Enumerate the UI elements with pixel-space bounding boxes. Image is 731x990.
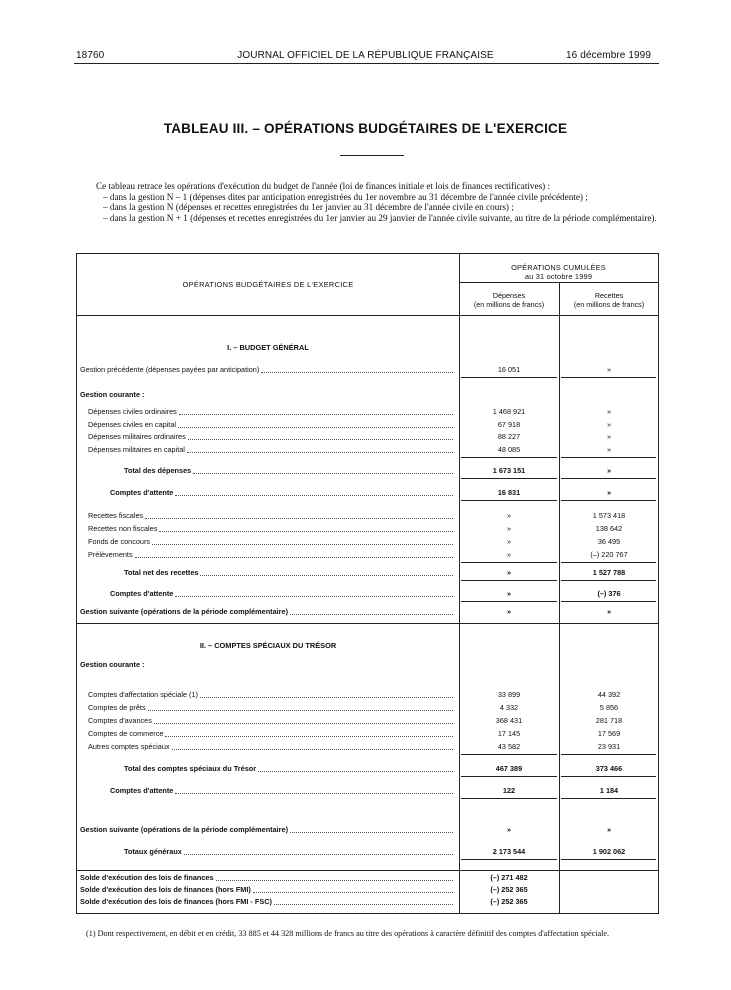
value-underline — [561, 776, 656, 777]
table-row — [77, 729, 658, 739]
row-label: Solde d'exécution des lois de finances — [80, 873, 214, 882]
dot-leader — [193, 473, 453, 474]
depenses-value: 4 332 — [499, 703, 519, 712]
value-underline — [561, 580, 656, 581]
table-row — [77, 550, 658, 560]
row-label: Gestion précédente (dépenses payées par anticipation) — [80, 365, 260, 374]
row-label: Solde d'exécution des lois de finances (hors FMI) — [80, 885, 251, 894]
recettes-value: » — [606, 420, 612, 429]
recettes-value: 1 573 418 — [592, 511, 626, 520]
row-label: Prélèvements — [88, 550, 133, 559]
row-label: Comptes d'affectation spéciale (1) — [88, 690, 198, 699]
depenses-value: » — [506, 537, 512, 546]
table-row — [77, 390, 658, 400]
table-row — [77, 537, 658, 547]
value-underline — [461, 776, 557, 777]
row-label: Dépenses civiles en capital — [88, 420, 177, 429]
value-underline — [561, 754, 656, 755]
table-row — [77, 897, 658, 907]
dot-leader — [154, 723, 453, 724]
recettes-value: » — [606, 407, 612, 416]
value-underline — [461, 377, 557, 378]
recettes-value: » — [606, 445, 612, 454]
row-label: Comptes d'avances — [88, 716, 152, 725]
section-budget-general: I. – BUDGET GÉNÉRAL — [227, 343, 309, 352]
recettes-value: (–) 220 767 — [590, 550, 628, 559]
row-label: Comptes d'attente — [110, 589, 174, 598]
table-row — [77, 365, 658, 375]
recettes-value: 23 931 — [597, 742, 621, 751]
depenses-value: » — [506, 568, 512, 577]
header-depenses-unit: (en millions de francs) — [473, 299, 545, 309]
header-depenses — [459, 292, 559, 309]
dot-leader — [261, 372, 453, 373]
recettes-value: » — [606, 488, 612, 497]
recettes-value: » — [606, 466, 612, 475]
table-row — [77, 703, 658, 713]
row-label: Gestion courante : — [80, 390, 145, 399]
header-depenses-line1: Dépenses — [492, 291, 526, 300]
row-label: Gestion suivante (opérations de la période complémentaire) — [80, 825, 289, 834]
table-row — [77, 466, 658, 476]
dot-leader — [175, 495, 453, 496]
depenses-value: » — [506, 589, 512, 598]
depenses-value: 43 582 — [497, 742, 521, 751]
depenses-value: 17 145 — [497, 729, 521, 738]
column-divider — [459, 254, 460, 913]
depenses-value: 2 173 544 — [492, 847, 526, 856]
totals-divider — [77, 870, 658, 871]
value-underline — [461, 580, 557, 581]
row-label: Total des dépenses — [124, 466, 192, 475]
depenses-value: (–) 252 365 — [490, 885, 528, 894]
header-recettes-unit: (en millions de francs) — [573, 299, 645, 309]
row-label: Recettes fiscales — [88, 511, 144, 520]
table-row — [77, 764, 658, 774]
dot-leader — [216, 880, 453, 881]
dot-leader — [172, 749, 453, 750]
recettes-value: (–) 376 — [597, 589, 621, 598]
row-label: Autres comptes spéciaux — [88, 742, 170, 751]
value-underline — [461, 478, 557, 479]
depenses-value: 1 673 151 — [492, 466, 526, 475]
dot-leader — [290, 614, 453, 615]
depenses-value: » — [506, 825, 512, 834]
depenses-value: 122 — [502, 786, 516, 795]
value-underline — [461, 798, 557, 799]
value-underline — [561, 562, 656, 563]
intro-lead: Ce tableau retrace les opérations d'exécution du budget de l'année (loi de finances initiale et lois de finances rectificatives) : — [96, 181, 551, 191]
dot-leader — [159, 531, 453, 532]
table-row — [77, 786, 658, 796]
dot-leader — [175, 793, 453, 794]
recettes-value: 138 642 — [595, 524, 623, 533]
recettes-value: 1 184 — [599, 786, 619, 795]
dot-leader — [184, 854, 453, 855]
dot-leader — [290, 832, 453, 833]
row-label: Comptes d'attente — [110, 488, 174, 497]
depenses-value: » — [506, 524, 512, 533]
value-underline — [461, 500, 557, 501]
table-row — [77, 511, 658, 521]
table-row — [77, 825, 658, 835]
table-row — [77, 885, 658, 895]
header-recettes-line1: Recettes — [594, 291, 624, 300]
value-underline — [561, 500, 656, 501]
dot-leader — [145, 518, 453, 519]
value-underline — [461, 601, 557, 602]
recettes-value: 1 902 062 — [592, 847, 626, 856]
table-row — [77, 445, 658, 455]
row-label: Dépenses civiles ordinaires — [88, 407, 177, 416]
value-underline — [561, 798, 656, 799]
value-underline — [461, 562, 557, 563]
row-label: Totaux généraux — [124, 847, 182, 856]
issue-date: 16 décembre 1999 — [566, 50, 651, 61]
depenses-value: (–) 271 482 — [490, 873, 528, 882]
depenses-value: » — [506, 550, 512, 559]
table-row — [77, 847, 658, 857]
header-operations: OPÉRATIONS BUDGÉTAIRES DE L'EXERCICE — [182, 280, 354, 289]
table-row — [77, 873, 658, 883]
recettes-value: 281 718 — [595, 716, 623, 725]
depenses-value: 33 899 — [497, 690, 521, 699]
table-row — [77, 690, 658, 700]
recettes-value: 373 466 — [595, 764, 623, 773]
table-row — [77, 716, 658, 726]
depenses-value: 1 468 921 — [492, 407, 526, 416]
value-underline — [561, 457, 656, 458]
row-label: Total net des recettes — [124, 568, 199, 577]
section-divider — [77, 623, 658, 624]
page-number: 18760 — [76, 50, 105, 61]
intro-text — [96, 181, 660, 223]
row-label: Gestion suivante (opérations de la période complémentaire) — [80, 607, 289, 616]
recettes-value: » — [606, 365, 612, 374]
dot-leader — [152, 544, 453, 545]
row-label: Comptes d'attente — [110, 786, 174, 795]
header-cumulative-line1: OPÉRATIONS CUMULÉES — [511, 263, 606, 272]
row-label: Dépenses militaires en capital — [88, 445, 185, 454]
journal-title: JOURNAL OFFICIEL DE LA RÉPUBLIQUE FRANÇAISE — [237, 50, 494, 61]
intro-item: – dans la gestion N (dépenses et recettes enregistrées du 1er janvier au 31 décembre de l'année civile en cours) ; — [96, 202, 660, 213]
recettes-value: 5 856 — [599, 703, 619, 712]
value-underline — [461, 859, 557, 860]
title-rule — [340, 155, 404, 156]
header-rule — [74, 63, 659, 64]
section-comptes-speciaux: II. – COMPTES SPÉCIAUX DU TRÉSOR — [199, 641, 337, 650]
page-title: TABLEAU III. – OPÉRATIONS BUDGÉTAIRES DE L'EXERCICE — [163, 121, 568, 136]
dot-leader — [187, 452, 453, 453]
row-label: Dépenses militaires ordinaires — [88, 432, 186, 441]
recettes-value: 44 392 — [597, 690, 621, 699]
recettes-value: 36 495 — [597, 537, 621, 546]
budget-table — [76, 253, 659, 914]
dot-leader — [274, 904, 453, 905]
dot-leader — [188, 439, 453, 440]
dot-leader — [253, 892, 453, 893]
table-row — [77, 742, 658, 752]
dot-leader — [165, 736, 453, 737]
header-divider — [459, 282, 658, 283]
table-row — [77, 432, 658, 442]
value-underline — [561, 601, 656, 602]
row-label: Fonds de concours — [88, 537, 151, 546]
row-label: Comptes de prêts — [88, 703, 146, 712]
footnote: (1) Dont respectivement, en débit et en crédit, 33 885 et 44 328 millions de francs au titre des opérations à caractère définitif des comptes d'affectation spéciale. — [86, 929, 610, 938]
header-recettes — [559, 292, 659, 309]
dot-leader — [258, 771, 453, 772]
row-label: Solde d'exécution des lois de finances (hors FMI - FSC) — [80, 897, 272, 906]
recettes-value: 1 527 788 — [592, 568, 626, 577]
dot-leader — [179, 414, 453, 415]
row-label: Gestion courante : — [80, 660, 145, 669]
recettes-value: 17 569 — [597, 729, 621, 738]
depenses-value: 88 227 — [497, 432, 521, 441]
table-row — [77, 607, 658, 617]
intro-list — [96, 192, 660, 224]
depenses-value: 48 085 — [497, 445, 521, 454]
row-label: Total des comptes spéciaux du Trésor — [124, 764, 257, 773]
dot-leader — [200, 575, 453, 576]
value-underline — [561, 377, 656, 378]
table-row — [77, 524, 658, 534]
recettes-value: » — [606, 825, 612, 834]
depenses-value: 467 389 — [495, 764, 523, 773]
dot-leader — [135, 557, 453, 558]
intro-item: – dans la gestion N + 1 (dépenses et recettes enregistrées du 1er janvier au 29 janvier de l'année civile suivante, au titre de la période complémentaire). — [96, 213, 660, 224]
depenses-value: 16 051 — [497, 365, 521, 374]
recettes-value: » — [606, 607, 612, 616]
table-row — [77, 660, 658, 670]
value-underline — [461, 457, 557, 458]
recettes-value: » — [606, 432, 612, 441]
header-cumulative — [459, 263, 658, 281]
depenses-value: » — [506, 607, 512, 616]
table-row — [77, 568, 658, 578]
depenses-value: (–) 252 365 — [490, 897, 528, 906]
header-cumulative-line2: au 31 octobre 1999 — [524, 272, 593, 281]
table-row — [77, 488, 658, 498]
depenses-value: 368 431 — [495, 716, 523, 725]
value-underline — [561, 478, 656, 479]
row-label: Recettes non fiscales — [88, 524, 158, 533]
table-row — [77, 420, 658, 430]
value-underline — [461, 754, 557, 755]
dot-leader — [200, 697, 453, 698]
row-label: Comptes de commerce — [88, 729, 164, 738]
header-bottom-rule — [77, 315, 658, 316]
depenses-value: 16 831 — [497, 488, 521, 497]
depenses-value: 67 918 — [497, 420, 521, 429]
dot-leader — [175, 596, 453, 597]
depenses-value: » — [506, 511, 512, 520]
dot-leader — [148, 710, 453, 711]
table-row — [77, 589, 658, 599]
dot-leader — [178, 427, 453, 428]
value-underline — [561, 859, 656, 860]
table-row — [77, 407, 658, 417]
intro-item: – dans la gestion N – 1 (dépenses dites par anticipation enregistrées du 1er novembre au 31 décembre de l'année civile précédente) ; — [96, 192, 660, 203]
